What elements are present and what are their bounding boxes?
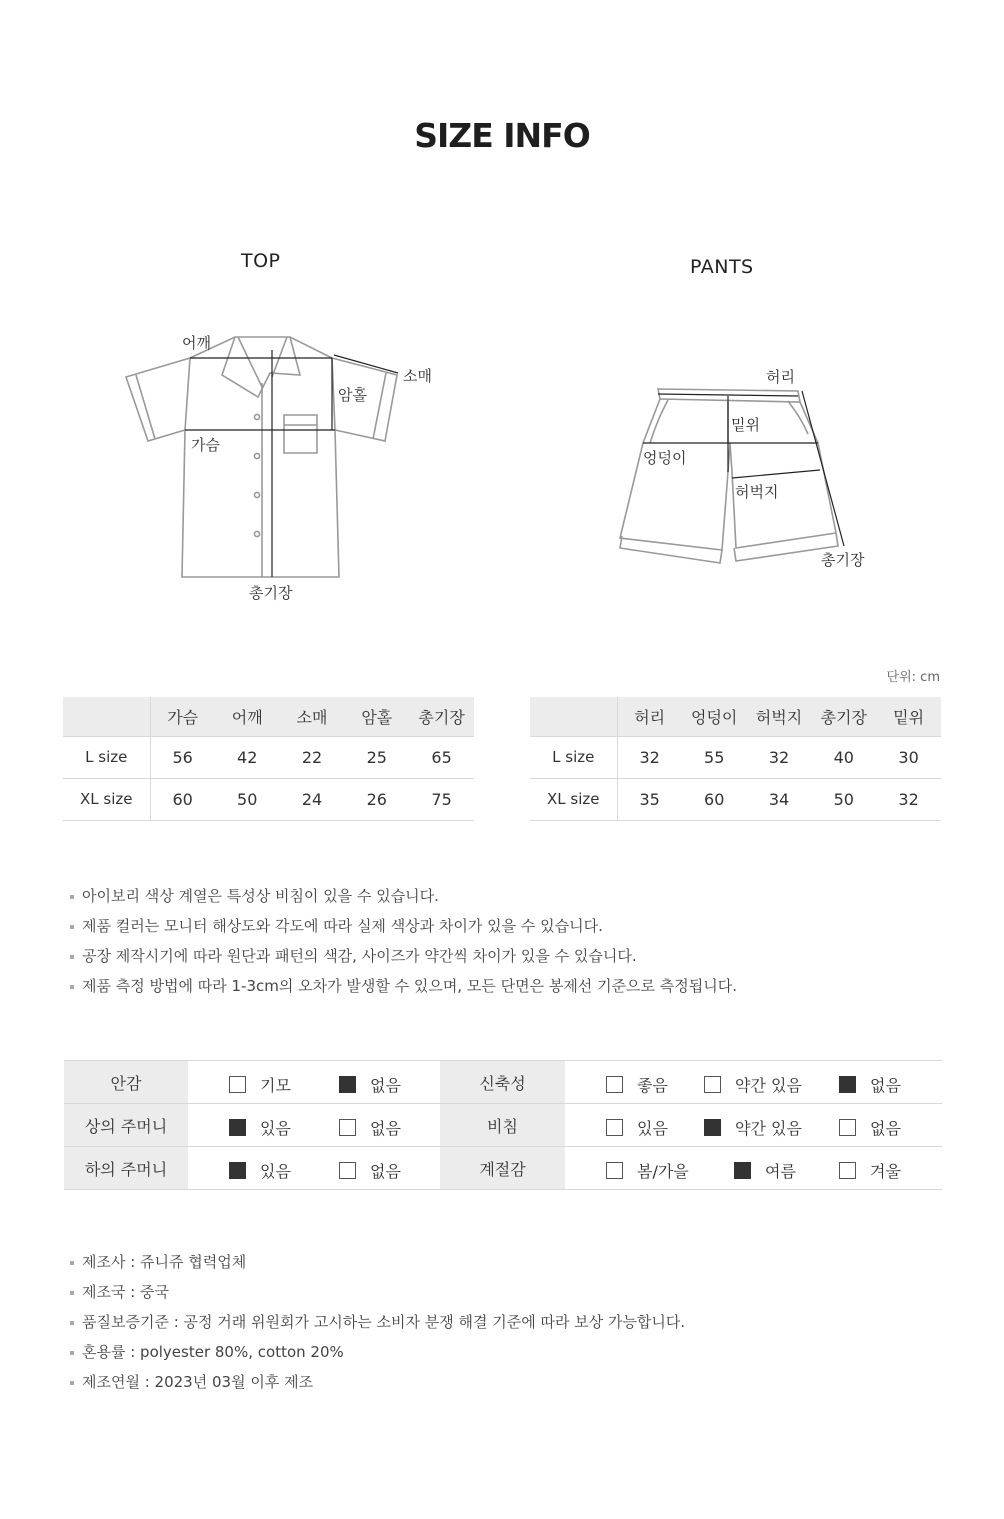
- feature-options: [188, 1147, 440, 1190]
- feature-options: [188, 1061, 440, 1104]
- table-cell: 56: [172, 747, 193, 767]
- table-cell: 22: [301, 747, 323, 767]
- table-header-row: [63, 697, 474, 736]
- table-cell: 60: [704, 789, 725, 809]
- option: [839, 1073, 901, 1096]
- rise-label: 밑위: [731, 416, 760, 434]
- checkbox-filled: [704, 1119, 721, 1136]
- option-label: 약간 있음: [735, 1076, 802, 1095]
- option: [606, 1073, 668, 1096]
- table-row: [63, 778, 474, 820]
- option-label: 봄/가을: [637, 1162, 689, 1181]
- checkbox-filled: [339, 1076, 356, 1093]
- corner-cell: [63, 697, 150, 736]
- option-label: 있음: [260, 1119, 291, 1138]
- length-label: 총기장: [821, 551, 865, 569]
- option: [229, 1159, 291, 1182]
- column-header: 엉덩이: [691, 707, 738, 727]
- column-header: 가슴: [167, 707, 199, 727]
- list-item: 공장 제작시기에 따라 원단과 패턴의 색감, 사이즈가 약간씩 차이가 있을 수 있습니다.: [70, 941, 737, 971]
- checkbox-empty: [229, 1076, 246, 1093]
- option: [606, 1116, 668, 1139]
- list-item: 제조국 : 중국: [70, 1277, 685, 1307]
- table-row: [63, 736, 474, 778]
- table-cell: 50: [237, 789, 258, 809]
- column-header: 소매: [296, 707, 328, 727]
- column-header: 허리: [634, 707, 666, 727]
- option-label: 없음: [870, 1076, 901, 1095]
- feature-options: [565, 1061, 942, 1104]
- checkbox-empty: [339, 1119, 356, 1136]
- checkbox-empty: [606, 1162, 623, 1179]
- checkbox-empty: [339, 1162, 356, 1179]
- table-header-row: [530, 697, 941, 736]
- option-label: 좋음: [637, 1076, 668, 1095]
- table-row: [64, 1147, 942, 1190]
- option-label: 약간 있음: [735, 1119, 802, 1138]
- table-cell: 50: [833, 789, 854, 809]
- table-cell: 75: [431, 789, 452, 809]
- unit-note: 단위: cm: [886, 670, 940, 685]
- shoulder-label: 어깨: [182, 334, 211, 352]
- pants-size-table: [530, 697, 941, 821]
- checkbox-empty: [839, 1119, 856, 1136]
- care-notes: [70, 881, 737, 1001]
- feature-name-sheerness: 비침: [440, 1104, 565, 1147]
- row-header: L size: [63, 736, 150, 778]
- waist-label: 허리: [766, 368, 795, 386]
- option-label: 없음: [370, 1162, 401, 1181]
- pants-section-label: PANTS: [690, 256, 754, 278]
- option: [839, 1159, 901, 1182]
- checkbox-empty: [606, 1119, 623, 1136]
- feature-options: [188, 1104, 440, 1147]
- table-cell: 34: [768, 789, 790, 809]
- feature-options: [565, 1147, 942, 1190]
- feature-name-bottom-pocket: 하의 주머니: [64, 1147, 188, 1190]
- table-row: [64, 1104, 942, 1147]
- column-header: 허벅지: [755, 707, 803, 727]
- list-item: 제조연월 : 2023년 03월 이후 제조: [70, 1367, 685, 1397]
- option: [734, 1159, 796, 1182]
- table-cell: 25: [366, 747, 387, 767]
- table-cell: 35: [639, 789, 660, 809]
- table-cell: 30: [898, 747, 919, 767]
- table-cell: 55: [704, 747, 725, 767]
- corner-cell: [530, 697, 617, 736]
- table-cell: 32: [768, 747, 790, 767]
- row-header: XL size: [63, 778, 150, 820]
- option-label: 없음: [370, 1076, 401, 1095]
- checkbox-empty: [606, 1076, 623, 1093]
- table-cell: 24: [301, 789, 323, 809]
- checkbox-filled: [734, 1162, 751, 1179]
- option: [704, 1116, 802, 1139]
- row-header: XL size: [530, 778, 617, 820]
- option: [229, 1073, 291, 1096]
- feature-name-lining: 안감: [64, 1061, 188, 1104]
- option-label: 겨울: [870, 1162, 901, 1181]
- option: [704, 1073, 802, 1096]
- row-header: L size: [530, 736, 617, 778]
- list-item: 아이보리 색상 계열은 특성상 비침이 있을 수 있습니다.: [70, 881, 737, 911]
- column-header: 밑위: [893, 707, 925, 727]
- option-label: 여름: [765, 1162, 796, 1181]
- armhole-label: 암홀: [338, 386, 367, 404]
- option: [339, 1073, 401, 1096]
- column-header: 총기장: [820, 707, 867, 727]
- table-row: [530, 778, 941, 820]
- table-row: [64, 1061, 942, 1104]
- table-cell: 65: [431, 747, 452, 767]
- option-label: 없음: [870, 1119, 901, 1138]
- option: [839, 1116, 901, 1139]
- feature-options: [565, 1104, 942, 1147]
- column-header: 총기장: [418, 707, 465, 727]
- feature-table: [64, 1060, 942, 1190]
- checkbox-empty: [704, 1076, 721, 1093]
- checkbox-filled: [839, 1076, 856, 1093]
- pants-diagram: [610, 360, 880, 580]
- option: [339, 1159, 401, 1182]
- feature-name-season: 계절감: [440, 1147, 565, 1190]
- option-label: 있음: [260, 1162, 291, 1181]
- list-item: 제조사 : 쥬니쥬 협력업체: [70, 1247, 685, 1277]
- option: [606, 1159, 689, 1182]
- table-cell: 40: [833, 747, 854, 767]
- feature-name-top-pocket: 상의 주머니: [64, 1104, 188, 1147]
- shirt-diagram: [110, 325, 470, 615]
- option-label: 기모: [260, 1076, 291, 1095]
- sleeve-label: 소매: [403, 367, 432, 385]
- checkbox-filled: [229, 1119, 246, 1136]
- option-label: 있음: [637, 1119, 668, 1138]
- option: [339, 1116, 401, 1139]
- feature-name-stretch: 신축성: [440, 1061, 565, 1104]
- length-label: 총기장: [249, 584, 293, 602]
- table-cell: 42: [237, 747, 258, 767]
- list-item: 품질보증기준 : 공정 거래 위원회가 고시하는 소비자 분쟁 해결 기준에 따라 보상 가능합니다.: [70, 1307, 685, 1337]
- table-cell: 60: [172, 789, 193, 809]
- list-item: 혼용률 : polyester 80%, cotton 20%: [70, 1337, 685, 1367]
- hip-label: 엉덩이: [643, 449, 687, 467]
- table-cell: 32: [898, 789, 919, 809]
- product-info: [70, 1247, 685, 1397]
- option: [229, 1116, 291, 1139]
- chest-label: 가슴: [191, 436, 220, 454]
- column-header: 암홀: [361, 707, 393, 727]
- option-label: 없음: [370, 1119, 401, 1138]
- table-cell: 26: [366, 789, 387, 809]
- page-title: SIZE INFO: [414, 116, 590, 155]
- table-cell: 32: [639, 747, 660, 767]
- top-section-label: TOP: [241, 250, 281, 272]
- list-item: 제품 컬러는 모니터 해상도와 각도에 따라 실제 색상과 차이가 있을 수 있습니다.: [70, 911, 737, 941]
- thigh-label: 허벅지: [735, 483, 779, 501]
- column-header: 어깨: [231, 707, 263, 727]
- top-size-table: [63, 697, 474, 821]
- table-row: [530, 736, 941, 778]
- checkbox-empty: [839, 1162, 856, 1179]
- list-item: 제품 측정 방법에 따라 1-3cm의 오차가 발생할 수 있으며, 모든 단면은 봉제선 기준으로 측정됩니다.: [70, 971, 737, 1001]
- checkbox-filled: [229, 1162, 246, 1179]
